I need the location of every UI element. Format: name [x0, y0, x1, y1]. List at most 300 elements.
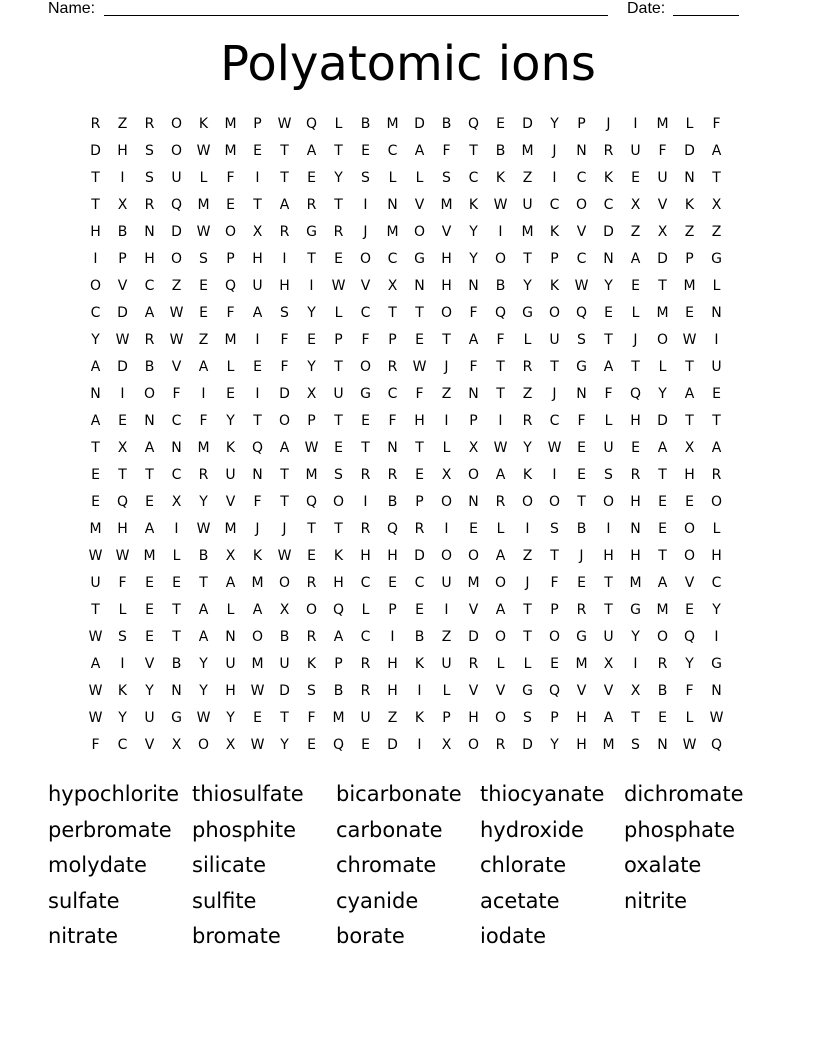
- grid-row: [82, 732, 730, 759]
- grid-letter: O: [197, 737, 210, 753]
- grid-letter: K: [603, 170, 614, 186]
- grid-letter: J: [525, 575, 530, 591]
- grid-letter: U: [522, 197, 533, 213]
- grid-row: [82, 246, 730, 273]
- grid-letter: R: [495, 494, 506, 510]
- grid-letter: H: [90, 224, 101, 240]
- grid-letter: O: [494, 629, 507, 645]
- grid-letter: O: [440, 548, 453, 564]
- word-bank-item: phosphate: [624, 817, 736, 842]
- grid-letter: L: [199, 170, 208, 186]
- grid-letter: B: [198, 548, 209, 564]
- grid-letter: N: [684, 170, 695, 186]
- grid-letter: O: [683, 521, 696, 537]
- grid-letter: T: [550, 359, 559, 375]
- grid-letter: I: [255, 332, 260, 348]
- grid-letter: A: [279, 197, 290, 213]
- grid-row: [82, 543, 730, 570]
- grid-letter: Y: [226, 413, 235, 429]
- grid-letter: Y: [199, 494, 208, 510]
- grid-letter: C: [387, 386, 398, 402]
- grid-letter: U: [441, 575, 452, 591]
- grid-letter: U: [225, 467, 236, 483]
- grid-letter: Z: [711, 224, 722, 240]
- grid-letter: M: [89, 521, 102, 537]
- grid-letter: Y: [469, 224, 478, 240]
- grid-letter: A: [657, 575, 668, 591]
- grid-letter: X: [171, 737, 182, 753]
- letter-grid: [82, 111, 730, 759]
- grid-letter: T: [712, 170, 721, 186]
- grid-letter: R: [333, 224, 344, 240]
- grid-letter: D: [468, 629, 479, 645]
- grid-letter: L: [712, 278, 721, 294]
- grid-letter: P: [550, 710, 559, 726]
- word-bank-item: hypochlorite: [48, 782, 180, 806]
- grid-letter: Q: [683, 629, 696, 645]
- grid-letter: D: [522, 116, 533, 132]
- grid-letter: A: [90, 413, 101, 429]
- grid-letter: T: [280, 494, 289, 510]
- grid-letter: O: [278, 575, 291, 591]
- grid-letter: D: [657, 251, 668, 267]
- grid-letter: T: [91, 440, 100, 456]
- grid-letter: B: [117, 224, 128, 240]
- grid-letter: E: [712, 386, 721, 402]
- grid-letter: S: [307, 683, 316, 699]
- grid-letter: X: [630, 197, 641, 213]
- grid-row: [82, 192, 730, 219]
- grid-letter: M: [251, 656, 264, 672]
- grid-letter: J: [363, 224, 368, 240]
- grid-letter: R: [360, 467, 371, 483]
- grid-letter: T: [658, 548, 667, 564]
- grid-letter: Y: [145, 683, 154, 699]
- grid-letter: T: [361, 440, 370, 456]
- grid-letter: E: [415, 467, 424, 483]
- grid-letter: H: [711, 548, 722, 564]
- grid-letter: S: [523, 710, 532, 726]
- grid-letter: F: [226, 305, 235, 321]
- grid-row: [82, 327, 730, 354]
- grid-letter: Y: [334, 170, 343, 186]
- grid-letter: L: [226, 359, 235, 375]
- grid-letter: H: [117, 143, 128, 159]
- word-bank-item: oxalate: [624, 853, 702, 878]
- grid-row: [82, 678, 730, 705]
- grid-letter: R: [144, 332, 155, 348]
- grid-row: [82, 219, 730, 246]
- grid-letter: T: [280, 467, 289, 483]
- grid-letter: F: [388, 413, 397, 429]
- grid-letter: T: [523, 602, 532, 618]
- grid-letter: C: [576, 170, 587, 186]
- grid-row: [82, 489, 730, 516]
- grid-letter: T: [388, 305, 397, 321]
- grid-letter: T: [631, 710, 640, 726]
- grid-letter: V: [144, 656, 155, 672]
- grid-letter: A: [684, 386, 695, 402]
- grid-letter: B: [576, 521, 587, 537]
- grid-letter: L: [523, 332, 532, 348]
- grid-letter: O: [548, 305, 561, 321]
- grid-letter: I: [390, 629, 395, 645]
- grid-letter: F: [172, 386, 181, 402]
- grid-letter: E: [658, 494, 667, 510]
- grid-letter: A: [630, 251, 641, 267]
- grid-row: [82, 597, 730, 624]
- grid-letter: A: [90, 359, 101, 375]
- grid-letter: V: [576, 224, 587, 240]
- grid-letter: N: [711, 305, 722, 321]
- grid-letter: R: [360, 656, 371, 672]
- grid-letter: T: [334, 413, 343, 429]
- grid-letter: A: [711, 143, 722, 159]
- grid-letter: X: [468, 440, 479, 456]
- grid-letter: M: [683, 278, 696, 294]
- grid-letter: V: [117, 278, 128, 294]
- grid-letter: S: [577, 332, 586, 348]
- grid-letter: N: [576, 386, 587, 402]
- grid-letter: P: [685, 251, 694, 267]
- grid-letter: F: [496, 332, 505, 348]
- grid-letter: L: [712, 521, 721, 537]
- grid-letter: F: [307, 710, 316, 726]
- grid-letter: R: [144, 197, 155, 213]
- grid-letter: T: [496, 359, 505, 375]
- grid-letter: J: [255, 521, 260, 537]
- grid-letter: M: [224, 143, 237, 159]
- grid-letter: J: [606, 116, 611, 132]
- grid-letter: N: [576, 143, 587, 159]
- grid-letter: T: [415, 305, 424, 321]
- grid-letter: O: [440, 494, 453, 510]
- grid-letter: F: [442, 143, 451, 159]
- grid-letter: F: [199, 413, 208, 429]
- grid-letter: Q: [710, 737, 723, 753]
- grid-letter: O: [548, 494, 561, 510]
- grid-letter: T: [334, 359, 343, 375]
- grid-letter: R: [576, 602, 587, 618]
- grid-letter: E: [415, 602, 424, 618]
- grid-letter: W: [493, 197, 508, 213]
- grid-letter: P: [469, 413, 478, 429]
- grid-letter: Y: [307, 359, 316, 375]
- grid-letter: N: [414, 278, 425, 294]
- grid-letter: Q: [251, 440, 264, 456]
- grid-letter: E: [253, 359, 262, 375]
- grid-letter: K: [333, 548, 344, 564]
- grid-letter: I: [201, 386, 206, 402]
- grid-letter: T: [199, 575, 208, 591]
- grid-letter: V: [684, 575, 695, 591]
- grid-letter: W: [88, 710, 103, 726]
- grid-letter: U: [333, 386, 344, 402]
- word-bank-item: nitrite: [624, 888, 687, 913]
- grid-letter: J: [579, 548, 584, 564]
- grid-letter: P: [388, 332, 397, 348]
- grid-letter: Y: [226, 710, 235, 726]
- word-bank-item: cyanide: [336, 888, 419, 913]
- grid-letter: F: [118, 575, 127, 591]
- grid-letter: M: [386, 224, 399, 240]
- grid-letter: R: [603, 143, 614, 159]
- grid-letter: R: [306, 197, 317, 213]
- grid-letter: I: [93, 251, 98, 267]
- grid-letter: J: [552, 386, 557, 402]
- grid-letter: N: [90, 386, 101, 402]
- grid-letter: E: [172, 575, 181, 591]
- grid-letter: E: [685, 602, 694, 618]
- grid-letter: L: [604, 413, 613, 429]
- grid-letter: M: [224, 332, 237, 348]
- grid-letter: E: [91, 494, 100, 510]
- grid-letter: E: [226, 386, 235, 402]
- grid-letter: U: [279, 656, 290, 672]
- grid-letter: U: [171, 170, 182, 186]
- grid-letter: Y: [307, 305, 316, 321]
- grid-letter: L: [685, 116, 694, 132]
- grid-letter: S: [334, 467, 343, 483]
- grid-letter: I: [120, 170, 125, 186]
- grid-letter: E: [604, 305, 613, 321]
- grid-letter: Q: [305, 116, 318, 132]
- grid-letter: W: [196, 143, 211, 159]
- grid-letter: K: [549, 278, 560, 294]
- grid-letter: M: [440, 197, 453, 213]
- grid-letter: H: [225, 683, 236, 699]
- grid-letter: Y: [280, 737, 289, 753]
- grid-letter: L: [442, 683, 451, 699]
- grid-letter: E: [631, 278, 640, 294]
- grid-letter: W: [277, 548, 292, 564]
- grid-letter: R: [630, 467, 641, 483]
- grid-letter: I: [120, 656, 125, 672]
- grid-letter: O: [224, 224, 237, 240]
- grid-letter: K: [414, 656, 425, 672]
- grid-letter: O: [251, 629, 264, 645]
- grid-letter: G: [711, 656, 722, 672]
- grid-letter: C: [90, 305, 101, 321]
- grid-letter: G: [630, 602, 641, 618]
- grid-letter: L: [361, 602, 370, 618]
- grid-letter: B: [657, 683, 668, 699]
- word-bank-item: iodate: [480, 924, 547, 949]
- grid-letter: V: [360, 278, 371, 294]
- grid-letter: T: [334, 143, 343, 159]
- grid-letter: O: [710, 494, 723, 510]
- grid-row: [82, 651, 730, 678]
- grid-letter: C: [468, 170, 479, 186]
- grid-letter: J: [633, 332, 638, 348]
- grid-letter: B: [414, 629, 425, 645]
- grid-letter: I: [444, 521, 449, 537]
- name-label: Name:: [48, 0, 96, 17]
- grid-letter: I: [633, 656, 638, 672]
- grid-letter: I: [714, 332, 719, 348]
- grid-letter: O: [602, 494, 615, 510]
- grid-letter: Q: [575, 305, 588, 321]
- grid-letter: H: [117, 521, 128, 537]
- grid-letter: Y: [469, 251, 478, 267]
- grid-letter: W: [88, 629, 103, 645]
- grid-letter: Q: [332, 602, 345, 618]
- grid-letter: K: [684, 197, 695, 213]
- grid-letter: Z: [684, 224, 695, 240]
- grid-row: [82, 381, 730, 408]
- grid-letter: E: [388, 575, 397, 591]
- grid-letter: K: [414, 710, 425, 726]
- grid-letter: L: [415, 170, 424, 186]
- grid-letter: M: [143, 548, 156, 564]
- grid-letter: C: [387, 143, 398, 159]
- grid-letter: N: [468, 278, 479, 294]
- grid-letter: W: [88, 683, 103, 699]
- grid-letter: G: [711, 251, 722, 267]
- grid-letter: E: [307, 332, 316, 348]
- word-bank-item: silicate: [192, 853, 267, 878]
- grid-letter: Y: [550, 737, 559, 753]
- grid-letter: G: [171, 710, 182, 726]
- grid-letter: D: [522, 737, 533, 753]
- grid-letter: E: [118, 413, 127, 429]
- grid-letter: T: [658, 467, 667, 483]
- word-bank-item: borate: [336, 924, 405, 949]
- grid-letter: H: [576, 737, 587, 753]
- grid-letter: N: [387, 197, 398, 213]
- grid-letter: X: [684, 440, 695, 456]
- grid-letter: E: [685, 494, 694, 510]
- grid-letter: U: [630, 143, 641, 159]
- grid-letter: D: [279, 386, 290, 402]
- grid-letter: D: [90, 143, 101, 159]
- grid-letter: I: [174, 521, 179, 537]
- grid-letter: G: [522, 305, 533, 321]
- grid-letter: A: [225, 575, 236, 591]
- grid-letter: W: [169, 305, 184, 321]
- grid-letter: C: [360, 305, 371, 321]
- grid-letter: F: [604, 386, 613, 402]
- grid-row: [82, 516, 730, 543]
- grid-letter: X: [603, 656, 614, 672]
- grid-letter: E: [577, 467, 586, 483]
- grid-letter: E: [631, 440, 640, 456]
- grid-letter: Q: [170, 197, 183, 213]
- grid-letter: G: [522, 683, 533, 699]
- grid-letter: E: [145, 629, 154, 645]
- grid-letter: F: [658, 143, 667, 159]
- grid-letter: I: [444, 602, 449, 618]
- grid-letter: M: [629, 575, 642, 591]
- grid-letter: I: [255, 386, 260, 402]
- grid-letter: N: [468, 386, 479, 402]
- grid-letter: E: [658, 521, 667, 537]
- grid-letter: L: [226, 602, 235, 618]
- grid-letter: Z: [630, 224, 641, 240]
- grid-letter: N: [252, 467, 263, 483]
- grid-letter: Q: [305, 494, 318, 510]
- grid-letter: O: [467, 467, 480, 483]
- grid-letter: K: [495, 170, 506, 186]
- grid-row: [82, 354, 730, 381]
- grid-letter: O: [89, 278, 102, 294]
- grid-letter: E: [91, 467, 100, 483]
- grid-letter: E: [550, 656, 559, 672]
- grid-letter: A: [198, 602, 209, 618]
- grid-row: [82, 273, 730, 300]
- grid-letter: T: [145, 467, 154, 483]
- grid-letter: W: [250, 683, 265, 699]
- grid-letter: F: [361, 332, 370, 348]
- grid-letter: K: [522, 467, 533, 483]
- grid-letter: A: [279, 440, 290, 456]
- grid-letter: E: [253, 710, 262, 726]
- grid-letter: R: [495, 737, 506, 753]
- grid-letter: M: [197, 197, 210, 213]
- grid-letter: H: [630, 494, 641, 510]
- grid-letter: M: [602, 737, 615, 753]
- word-bank-item: molydate: [48, 853, 147, 878]
- grid-letter: H: [576, 710, 587, 726]
- grid-letter: I: [633, 116, 638, 132]
- grid-letter: H: [252, 251, 263, 267]
- grid-letter: M: [224, 521, 237, 537]
- grid-letter: X: [657, 224, 668, 240]
- grid-letter: A: [495, 467, 506, 483]
- grid-letter: T: [685, 413, 694, 429]
- grid-letter: U: [252, 278, 263, 294]
- grid-letter: F: [469, 305, 478, 321]
- grid-letter: V: [468, 683, 479, 699]
- grid-letter: M: [575, 656, 588, 672]
- grid-letter: H: [441, 278, 452, 294]
- grid-letter: P: [388, 602, 397, 618]
- grid-row: [82, 435, 730, 462]
- grid-letter: G: [576, 359, 587, 375]
- grid-letter: E: [658, 710, 667, 726]
- grid-letter: Q: [116, 494, 129, 510]
- grid-letter: W: [88, 548, 103, 564]
- grid-letter: O: [440, 305, 453, 321]
- grid-letter: V: [495, 683, 506, 699]
- grid-letter: G: [306, 224, 317, 240]
- grid-letter: K: [225, 440, 236, 456]
- grid-letter: I: [525, 521, 530, 537]
- grid-letter: M: [521, 143, 534, 159]
- grid-letter: R: [198, 467, 209, 483]
- grid-letter: E: [145, 602, 154, 618]
- grid-letter: E: [577, 575, 586, 591]
- grid-letter: E: [307, 737, 316, 753]
- word-bank-item: perbromate: [48, 817, 172, 842]
- grid-letter: O: [359, 359, 372, 375]
- grid-letter: W: [115, 332, 130, 348]
- grid-letter: N: [711, 683, 722, 699]
- grid-letter: O: [683, 548, 696, 564]
- grid-letter: B: [495, 278, 506, 294]
- word-bank-item: nitrate: [48, 924, 119, 949]
- grid-letter: C: [576, 251, 587, 267]
- grid-letter: X: [252, 224, 263, 240]
- grid-letter: I: [606, 521, 611, 537]
- grid-letter: P: [307, 413, 316, 429]
- word-bank-item: thiosulfate: [192, 782, 304, 806]
- grid-letter: O: [278, 413, 291, 429]
- grid-letter: X: [225, 548, 236, 564]
- grid-letter: N: [657, 737, 668, 753]
- grid-letter: T: [307, 251, 316, 267]
- grid-letter: V: [603, 683, 614, 699]
